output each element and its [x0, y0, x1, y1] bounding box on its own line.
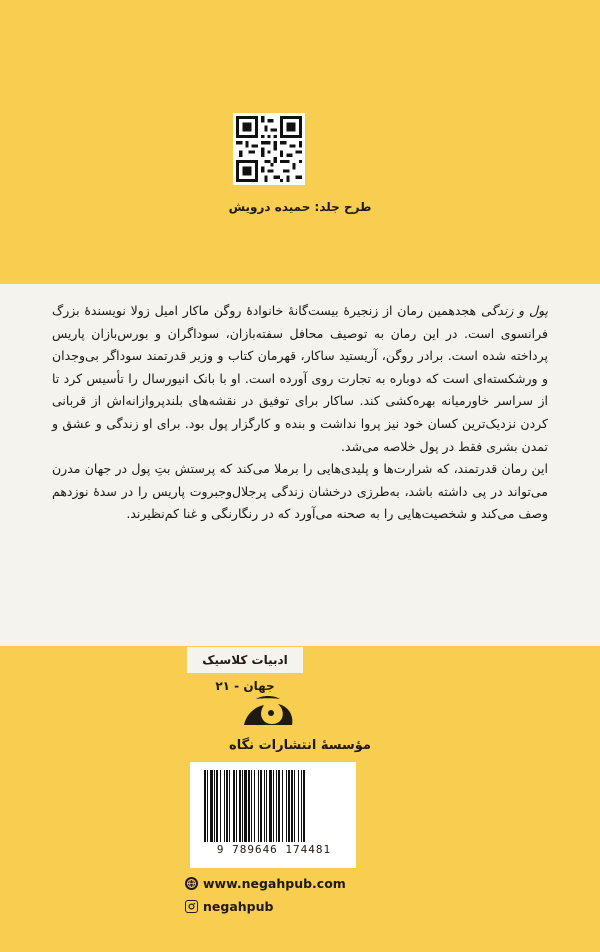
- website-url[interactable]: www.negahpub.com: [203, 876, 346, 891]
- qr-code-graphic: [236, 116, 302, 182]
- instagram-icon: [185, 900, 198, 913]
- instagram-link[interactable]: [185, 899, 273, 914]
- synopsis-paragraph-2: این رمان قدرتمند، که شرارت‌ها و پلیدی‌هایی را برملا می‌کند که پرستش بتِ پول در جهان مدرن می‌تواند در پی داشته باشد، به‌طرزی درخشان زندگی پرجلال‌وجبروت پاریس را در سدهٔ نوزدهم وصف می‌کند و شخصیت‌هایی را به صحنه می‌آورد که در رنگارنگی و غنا کم‌نظیرند.: [52, 461, 548, 522]
- synopsis-paragraph-1-body: هجدهمین رمان از زنجیرهٔ بیست‌گانهٔ خانوادهٔ روگن ماکار امیل زولا نویسندهٔ بزرگ فرانسوی است. در این رمان به توصیف محافل سفته‌بازان، سوداگران و بورس‌بازان پاریس پرداخته شده است. برادر روگن، آریستید ساکار، قهرمان کتاب و وزیر قدرتمند سوداگر بی‌وجدان و ورشکسته‌ای است که دوباره به تجارت روی آورده است. او با بانک انیورسال را تأسیس کرد تا از سراسر خاورمیانه بهره‌کشی کند. ساکار برای توفیق در نقشه‌های بلندپروازانه‌اش از قربانی کردن نزدیک‌ترین کسان خود نیز پروا نداشت و بنده و کارگزار پول بود. برای او زندگی و عشق و تمدن بشری فقط در پول خلاصه می‌شد.: [52, 303, 548, 454]
- negah-logo-icon: [240, 695, 296, 729]
- globe-icon: [185, 877, 198, 890]
- synopsis-text: [52, 300, 548, 526]
- cover-designer-credit: طرح جلد: حمیده درویش: [228, 200, 372, 214]
- synopsis-paragraph-1: [52, 300, 548, 458]
- isbn-barcode: [190, 762, 356, 868]
- book-title-inline: پول و زندگی: [480, 303, 549, 318]
- website-link[interactable]: [185, 876, 346, 891]
- barcode-bars: [202, 770, 350, 842]
- instagram-handle[interactable]: negahpub: [203, 899, 274, 914]
- synopsis-panel: [0, 284, 600, 646]
- qr-code-icon[interactable]: [233, 113, 305, 185]
- publisher-name: مؤسسهٔ انتشارات نگاه: [229, 738, 371, 753]
- isbn-digits: 9 789646 174481: [216, 843, 332, 856]
- series-label: ادبیات کلاسیک جهان - ۲۱: [187, 647, 303, 673]
